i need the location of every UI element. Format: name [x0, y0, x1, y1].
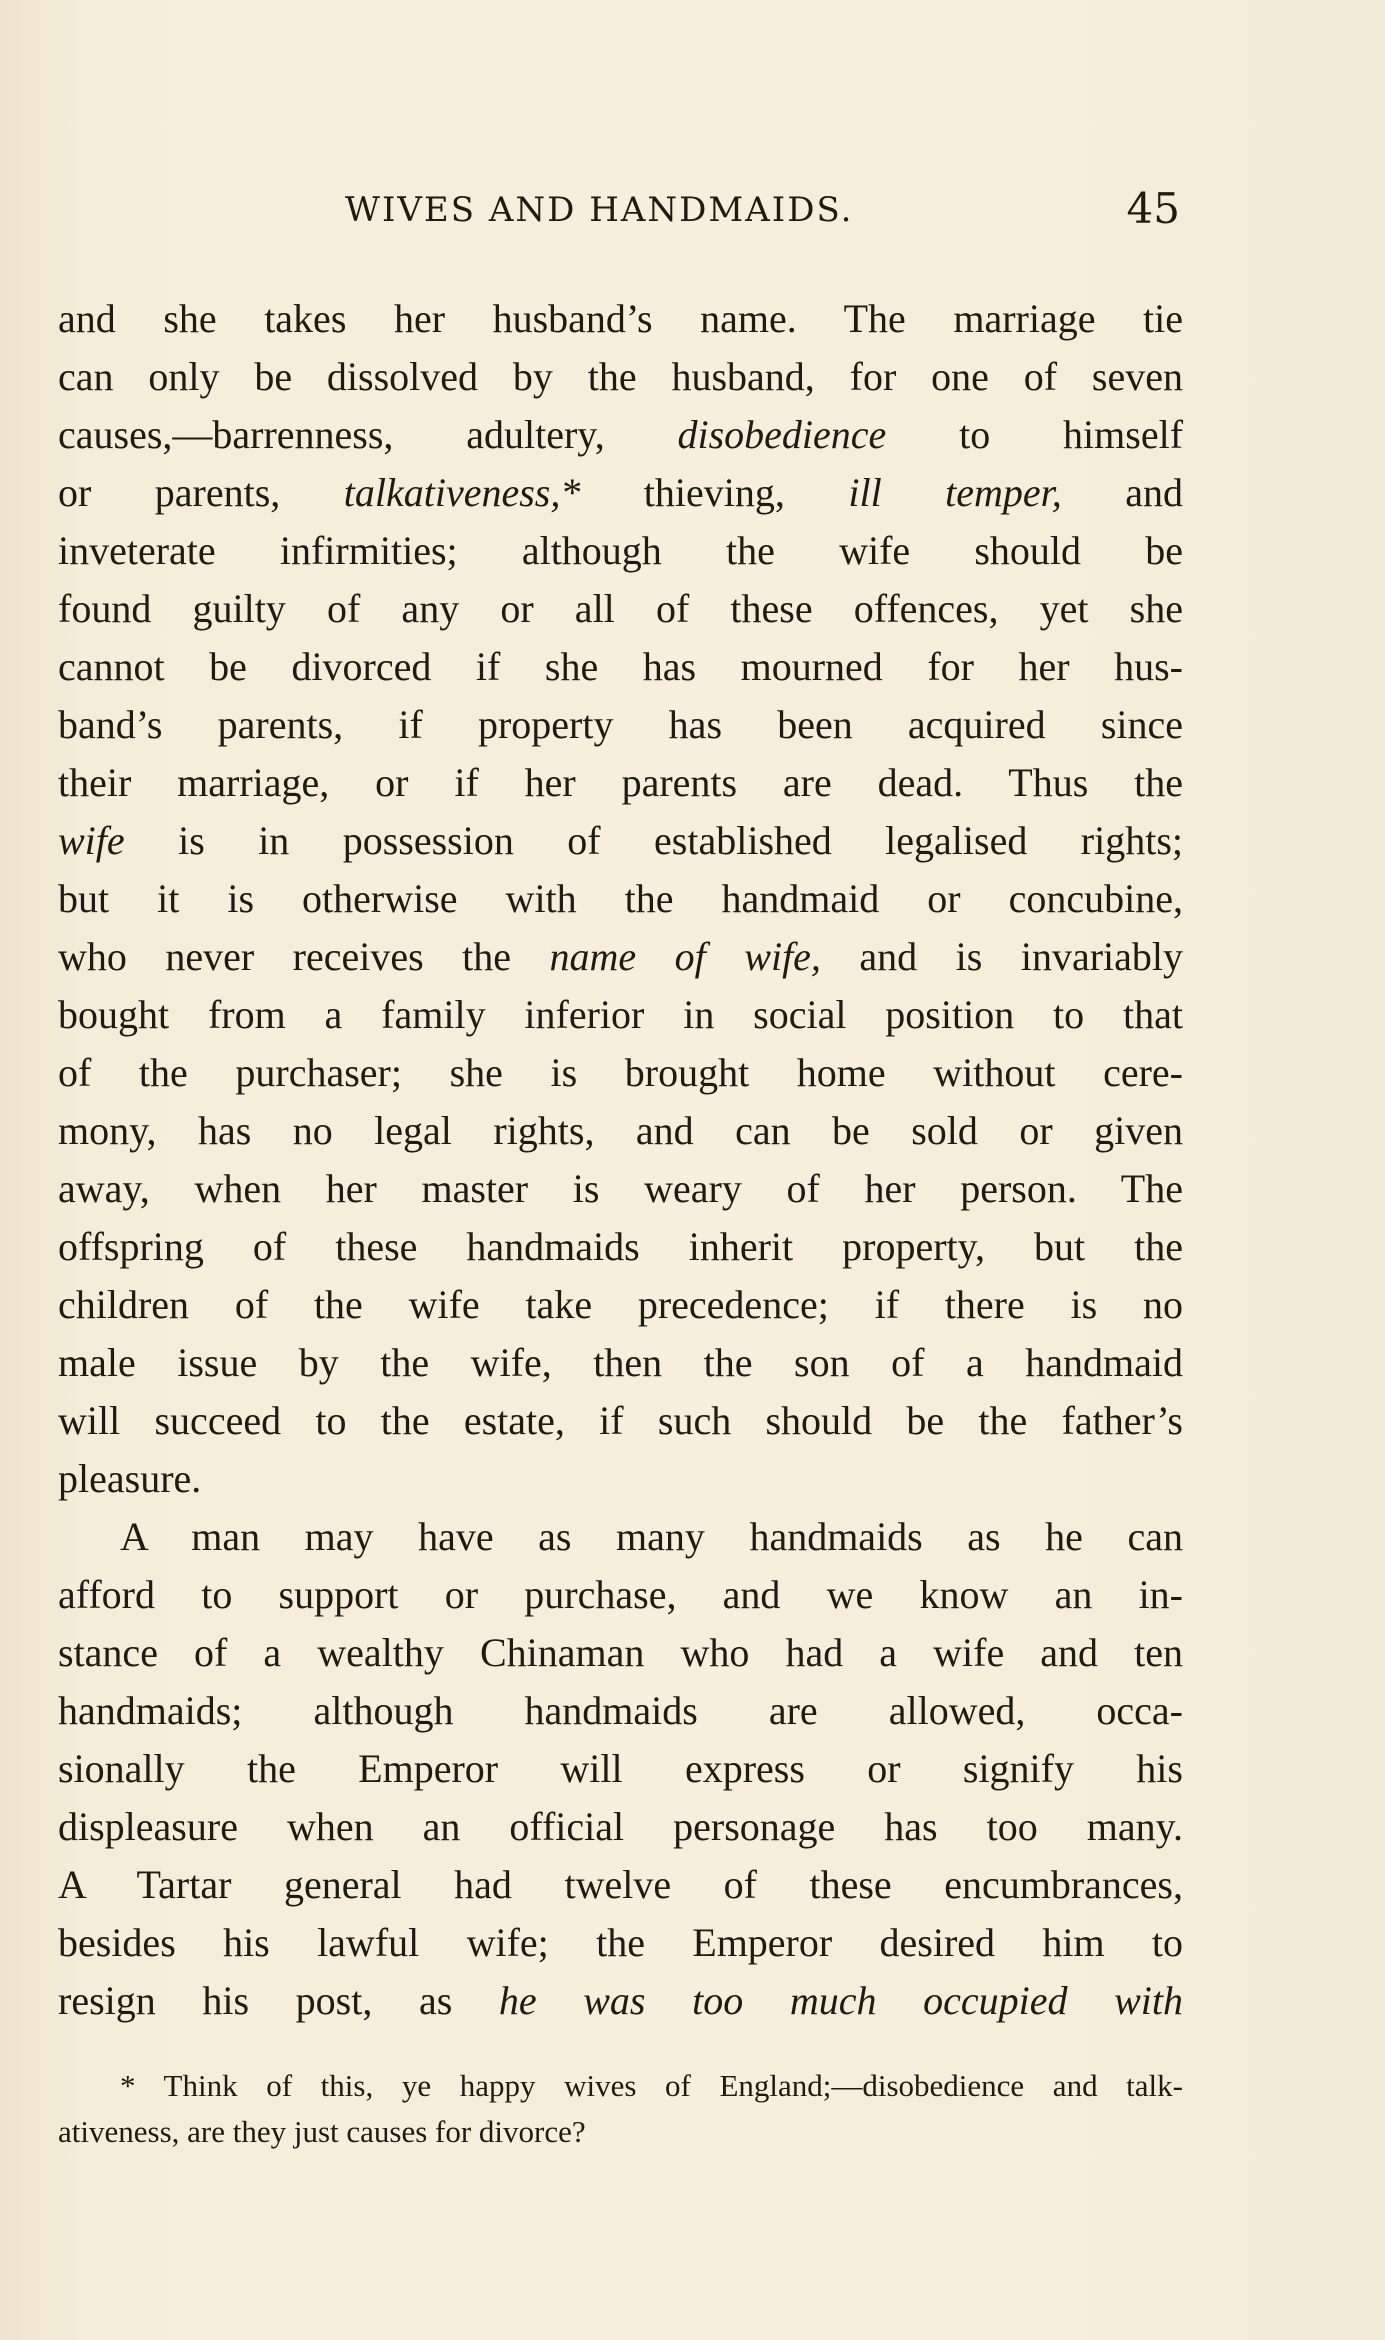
text-line: their marriage, or if her parents are dead. Thus the	[58, 760, 1183, 805]
text-line: away, when her master is weary of her person. The	[58, 1166, 1183, 1211]
page-number: 45	[1126, 184, 1180, 233]
text-line: who never receives the name of wife, and is invariably	[58, 934, 1183, 979]
text-line: resign his post, as he was too much occupied with	[58, 1978, 1183, 2023]
italic-emphasis: he was too much occupied with	[498, 1978, 1183, 2023]
text-line: band’s parents, if property has been acquired since	[58, 702, 1183, 747]
text-line: A Tartar general had twelve of these encumbrances,	[58, 1862, 1183, 1907]
text-line: wife is in possession of established legalised rights;	[58, 818, 1183, 863]
text-line: bought from a family inferior in social position to that	[58, 992, 1183, 1037]
text-line: displeasure when an official personage has too many.	[58, 1804, 1183, 1849]
text-line: of the purchaser; she is brought home without cere-	[58, 1050, 1183, 1095]
text-line: sionally the Emperor will express or signify his	[58, 1746, 1183, 1791]
text-line: offspring of these handmaids inherit property, but the	[58, 1224, 1183, 1269]
italic-emphasis: ill temper,	[848, 470, 1062, 515]
italic-emphasis: wife	[58, 818, 125, 863]
text-line: handmaids; although handmaids are allowed, occa-	[58, 1688, 1183, 1733]
text-line: causes,—barrenness, adultery, disobedience to himself	[58, 412, 1184, 457]
page-header	[60, 184, 1180, 246]
footnote-line: ativeness, are they just causes for divorce?	[58, 2114, 586, 2149]
text-line: besides his lawful wife; the Emperor desired him to	[58, 1920, 1183, 1965]
text-line: male issue by the wife, then the son of a handmaid	[58, 1340, 1183, 1385]
text-line: will succeed to the estate, if such should be the father’s	[58, 1398, 1183, 1443]
text-line: or parents, talkativeness,* thieving, ill temper, and	[58, 470, 1183, 515]
text-line: stance of a wealthy Chinaman who had a wife and ten	[58, 1630, 1183, 1675]
footnote-line: * Think of this, ye happy wives of England;—disobedience and talk-	[120, 2068, 1183, 2103]
text-line: can only be dissolved by the husband, for one of seven	[58, 354, 1183, 399]
text-line: cannot be divorced if she has mourned for her hus-	[58, 644, 1183, 689]
body-text	[58, 290, 1183, 2030]
text-line: found guilty of any or all of these offences, yet she	[58, 586, 1183, 631]
running-title: WIVES AND HANDMAIDS.	[345, 190, 854, 230]
text-line: children of the wife take precedence; if there is no	[58, 1282, 1183, 1327]
text-line: but it is otherwise with the handmaid or concubine,	[58, 876, 1183, 921]
text-line: inveterate infirmities; although the wife should be	[58, 528, 1183, 573]
italic-emphasis: talkativeness,*	[343, 470, 581, 515]
text-line: pleasure.	[58, 1456, 202, 1501]
text-line: afford to support or purchase, and we know an in-	[58, 1572, 1183, 1617]
text-line: mony, has no legal rights, and can be sold or given	[58, 1108, 1183, 1153]
text-line: and she takes her husband’s name. The marriage tie	[58, 296, 1183, 341]
italic-emphasis: disobedience	[677, 412, 887, 457]
italic-emphasis: name of wife,	[549, 934, 821, 979]
footnote	[58, 2063, 1183, 2155]
text-line: A man may have as many handmaids as he can	[120, 1514, 1183, 1559]
